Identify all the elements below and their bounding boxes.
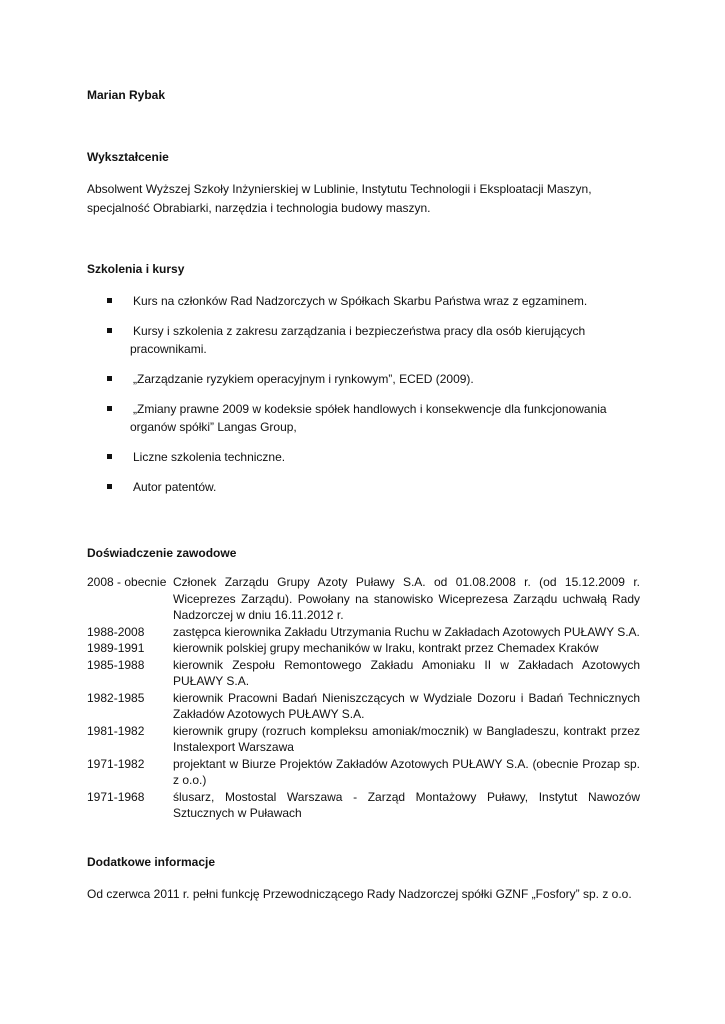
training-item-text: Autor patentów. (133, 480, 217, 494)
experience-years: 1982-1985 (87, 690, 145, 705)
list-item (87, 400, 647, 436)
additional-text: Od czerwca 2011 r. pełni funkcję Przewodniczącego Rady Nadzorczej spółki GZNF „Fosfory” sp. z o.o. (87, 887, 632, 901)
table-row (87, 640, 640, 657)
square-bullet-icon (107, 376, 112, 381)
table-row (87, 574, 640, 624)
experience-years: 1988-2008 (87, 624, 145, 639)
education-heading: Wykształcenie (87, 150, 169, 164)
list-item (87, 292, 647, 310)
experience-years: 2008 - obecnie (87, 575, 167, 589)
table-row (87, 723, 640, 756)
square-bullet-icon (107, 454, 112, 459)
list-item (87, 448, 647, 466)
experience-years: 1989-1991 (87, 641, 145, 655)
experience-description: zastępca kierownika Zakładu Utrzymania Ruchu w Zakładach Azotowych PUŁAWY S.A. (173, 624, 640, 639)
table-row (87, 690, 640, 723)
table-row (87, 756, 640, 789)
square-bullet-icon (107, 328, 112, 333)
square-bullet-icon (107, 484, 112, 489)
experience-description: kierownik polskiej grupy mechaników w Iraku, kontrakt przez Chemadex Kraków (173, 641, 599, 655)
experience-years: 1971-1968 (87, 789, 145, 804)
training-item-text: „Zarządzanie ryzykiem operacyjnym i rynkowym”, ECED (2009). (133, 372, 474, 386)
experience-description: kierownik Zespołu Remontowego Zakładu Amoniaku II w Zakładach Azotowych PUŁAWY S.A. (173, 657, 640, 688)
experience-years: 1985-1988 (87, 657, 145, 672)
table-row (87, 789, 640, 822)
experience-description: kierownik grupy (rozruch kompleksu amoniak/mocznik) w Bangladeszu, kontrakt przez Instalexport Warszawa (173, 723, 640, 754)
experience-table (87, 574, 640, 822)
training-item-text: Kursy i szkolenia z zakresu zarządzania i bezpieczeństwa pracy dla osób kierujących pracownikami. (130, 324, 586, 356)
experience-description: ślusarz, Mostostal Warszawa - Zarząd Montażowy Puławy, Instytut Nawozów Sztucznych w Puławach (173, 789, 640, 820)
table-row (87, 624, 640, 641)
training-item-text: Liczne szkolenia techniczne. (133, 450, 286, 464)
list-item (87, 322, 647, 358)
training-item-text: Kurs na członków Rad Nadzorczych w Spółkach Skarbu Państwa wraz z egzaminem. (133, 294, 588, 308)
experience-description: Członek Zarządu Grupy Azoty Puławy S.A. od 01.08.2008 r. (od 15.12.2009 r. Wiceprezes Zarządu). Powołany na stanowisko Wiceprezesa Zarządu uchwałą Rady Nadzorczej w dniu 16.11.2012 r. (173, 575, 640, 622)
training-list (87, 292, 647, 508)
list-item (87, 370, 647, 388)
additional-heading: Dodatkowe informacje (87, 855, 216, 869)
experience-heading: Doświadczenie zawodowe (87, 546, 237, 560)
list-item (87, 478, 647, 496)
experience-years: 1971-1982 (87, 756, 145, 771)
square-bullet-icon (107, 406, 112, 411)
table-row (87, 657, 640, 690)
person-name: Marian Rybak (87, 88, 166, 102)
square-bullet-icon (107, 298, 112, 303)
education-text: Absolwent Wyższej Szkoły Inżynierskiej w Lublinie, Instytutu Technologii i Eksploatacji Maszyn, specjalność Obrabiarki, narzędzia i technologia budowy maszyn. (87, 182, 592, 215)
experience-description: kierownik Pracowni Badań Nieniszczących w Wydziale Dozoru i Badań Technicznych Zakładów Azotowych PUŁAWY S.A. (173, 690, 640, 721)
training-item-text: „Zmiany prawne 2009 w kodeksie spółek handlowych i konsekwencje dla funkcjonowania organów spółki” Langas Group, (130, 402, 607, 434)
experience-description: projektant w Biurze Projektów Zakładów Azotowych PUŁAWY S.A. (obecnie Prozap sp. z o.o.) (173, 756, 640, 787)
training-heading: Szkolenia i kursy (87, 262, 185, 276)
experience-years: 1981-1982 (87, 723, 145, 738)
